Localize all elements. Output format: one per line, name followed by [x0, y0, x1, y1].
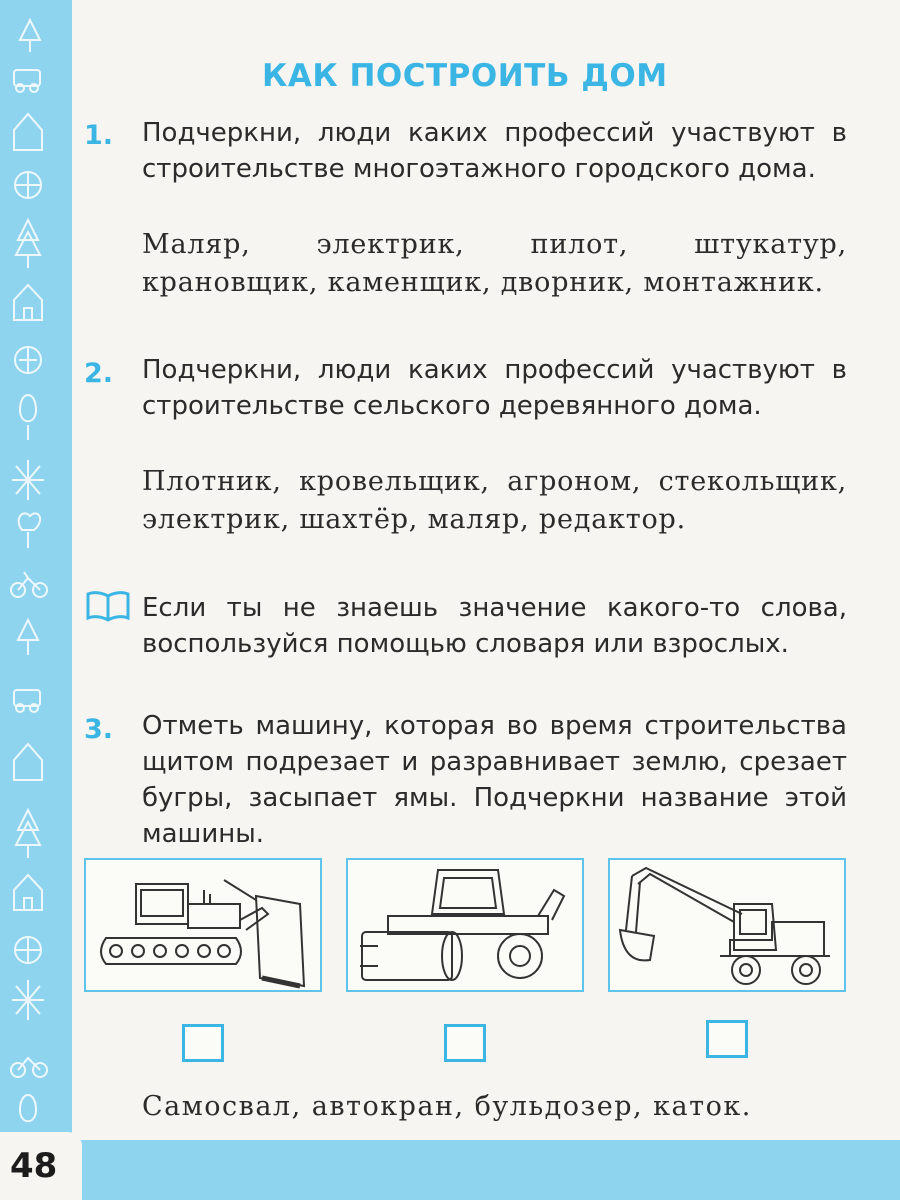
bottom-band — [0, 1140, 900, 1200]
road-roller-icon — [348, 860, 582, 990]
road-roller-checkbox[interactable] — [444, 1024, 486, 1062]
task-3-number: 3. — [84, 714, 114, 745]
bulldozer-icon — [86, 860, 320, 990]
ornament-pattern-icon — [0, 0, 72, 1200]
page-title: КАК ПОСТРОИТЬ ДОМ — [262, 58, 668, 94]
task-1-question: Подчеркни, люди каких профессий участвуют в строительстве многоэтажного городского дома. — [142, 118, 847, 184]
task-1-number: 1. — [84, 120, 114, 151]
excavator-checkbox[interactable] — [706, 1020, 748, 1058]
note-text: Если ты не знаешь значение какого-то слова, воспользуйся помощью словаря или взрослых. — [142, 593, 847, 659]
task-2-answer[interactable]: Плотник, кровельщик, агроном, стекольщик, электрик, шахтёр, маляр, редактор. — [142, 466, 847, 535]
decorative-side-strip — [0, 0, 72, 1200]
bulldozer-checkbox[interactable] — [182, 1024, 224, 1062]
task-3-question: Отметь машину, которая во время строительства щитом подрезает и разравнивает землю, срезает бугры, засыпает ямы. Подчеркни название этой машины. — [142, 711, 847, 849]
task-2-question: Подчеркни, люди каких профессий участвуют в строительстве сельского деревянного дома. — [142, 355, 847, 421]
excavator-icon — [610, 860, 844, 990]
page-number: 48 — [10, 1146, 58, 1186]
road-roller-picture — [346, 858, 584, 992]
task-3-answer[interactable]: Самосвал, автокран, бульдозер, каток. — [142, 1091, 752, 1122]
book-icon — [85, 590, 131, 622]
task-2-number: 2. — [84, 358, 114, 389]
task-1-answer[interactable]: Маляр, электрик, пилот, штукатур, крановщик, каменщик, дворник, монтажник. — [142, 229, 847, 298]
bulldozer-picture — [84, 858, 322, 992]
excavator-picture — [608, 858, 846, 992]
